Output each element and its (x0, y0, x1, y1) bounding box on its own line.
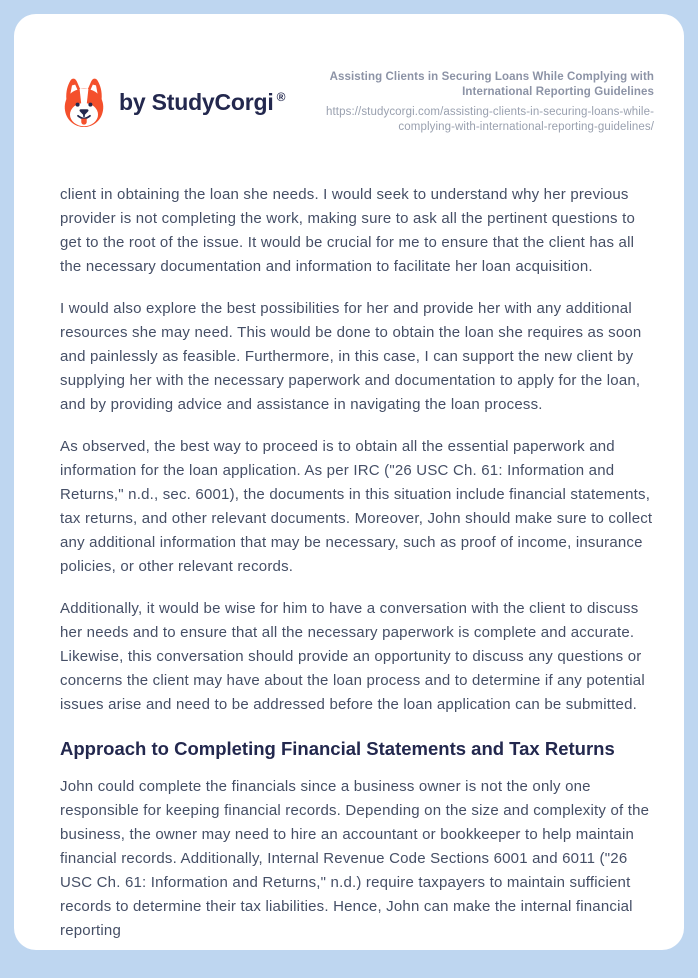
document-url: https://studycorgi.com/assisting-clients-in-securing-loans-while-complying-with-international-reporting-guidelines/ (326, 106, 654, 133)
document-meta (299, 70, 654, 135)
paragraph-3: As observed, the best way to proceed is to obtain all the essential paperwork and information for the loan application. As per IRC ("26 USC Ch. 61: Information and Returns," n.d., sec. 6001), the documents in this situation include financial statements, tax returns, and other relevant documents. Moreover, John should make sure to collect any additional information that may be necessary, such as proof of income, insurance policies, or other relevant records. (60, 438, 653, 575)
section-heading: Approach to Completing Financial Statements and Tax Returns (60, 738, 615, 759)
registered-trademark-symbol: ® (276, 90, 286, 104)
studycorgi-brand (60, 76, 285, 130)
paragraph-2: I would also explore the best possibilities for her and provide her with any additional resources she may need. This would be done to obtain the loan she requires as soon and painlessly as feasible. Furthermore, in this case, I can support the new client by supplying her with the necessary paperwork and documentation to apply for the loan, and by providing advice and assistance in navigating the loan process. (60, 300, 642, 413)
brand-name-text: by StudyCorgi (119, 89, 274, 115)
corgi-logo-icon (60, 76, 108, 130)
brand-name (119, 89, 285, 116)
document-content (14, 183, 684, 950)
document-title: Assisting Clients in Securing Loans While Complying with International Reporting Guidelines (329, 71, 654, 98)
paragraph-4: Additionally, it would be wise for him to have a conversation with the client to discuss her needs and to ensure that all the necessary paperwork is complete and accurate. Likewise, this conversation should provide an opportunity to discuss any questions or concerns the client may have about the loan process and to determine if any potential issues arise and need to be addressed before the loan application can be submitted. (60, 600, 645, 713)
paragraph-1: client in obtaining the loan she needs. I would seek to understand why her previous provider is not completing the work, making sure to ask all the pertinent questions to get to the root of the issue. It would be crucial for me to ensure that the client has all the necessary documentation and information to facilitate her loan acquisition. (60, 186, 635, 275)
document-card (14, 14, 684, 950)
paragraph-5: John could complete the financials since a business owner is not the only one responsible for keeping financial records. Depending on the size and complexity of the business, the owner may need to hire an accountant or bookkeeper to help maintain financial records. Additionally, Internal Revenue Code Sections 6001 and 6011 ("26 USC Ch. 61: Information and Returns," n.d.) require taxpayers to maintain sufficient records to determine their tax liabilities. Hence, John can make the internal financial reporting (60, 778, 650, 939)
page-background (0, 14, 698, 978)
document-header (14, 14, 684, 135)
